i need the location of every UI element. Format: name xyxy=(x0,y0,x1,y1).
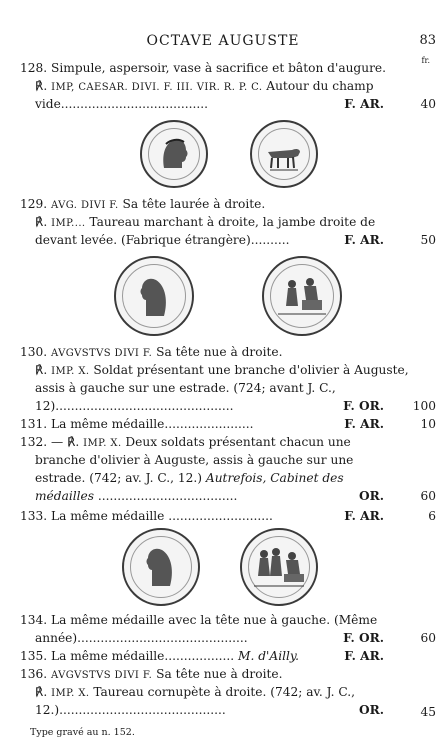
legend-text: IMP. X. xyxy=(51,688,90,699)
coin-130-reverse xyxy=(262,256,342,336)
entry-134-line-2: année)............................................ xyxy=(35,631,248,645)
entry-136-grade: OR. xyxy=(359,703,384,717)
description-text: Sa tête laurée à droite. xyxy=(118,197,266,211)
entry-132-line-4 xyxy=(35,488,325,504)
description-text: 135. La même médaille.................. xyxy=(20,649,239,663)
description-text: Deux soldats présentant chacun une xyxy=(121,435,351,449)
footnote: Type gravé au n. 152. xyxy=(30,727,135,738)
entry-136-line-3: 12.)........................................... xyxy=(35,703,226,717)
entry-129-line-2 xyxy=(35,214,408,232)
entry-129-grade: F. AR. xyxy=(344,233,384,247)
description-text: Taureau marchant à droite, la jambe droite de xyxy=(85,215,376,229)
description-text: Autour du champ xyxy=(262,79,374,93)
description-text: Sa tête nue à droite. xyxy=(152,345,283,359)
reverse-mark: ℟. xyxy=(35,685,48,699)
entry-128-line-3: vide...................................... xyxy=(35,97,209,111)
entry-128-line-2 xyxy=(35,78,408,96)
entry-129-line-3: devant levée. (Fabrique étrangère).......... xyxy=(35,233,290,247)
description-text: estrade. (742; av. J. C., 12.) xyxy=(35,471,206,485)
entry-136-price: 45 xyxy=(420,705,436,719)
entry-128-grade: F. AR. xyxy=(344,97,384,111)
coin-128-reverse xyxy=(250,120,318,188)
entry-136-line-2 xyxy=(35,684,408,702)
entry-134-price: 60 xyxy=(420,631,436,645)
reverse-mark: ℟. xyxy=(35,363,48,377)
entry-132-line-3 xyxy=(35,470,408,486)
entry-132-price: 60 xyxy=(420,489,436,503)
entry-130-price: 100 xyxy=(412,399,436,413)
entry-number: 132. — ℟. xyxy=(20,435,80,449)
coin-133-reverse xyxy=(240,528,318,606)
laureate-head-right-icon xyxy=(142,122,206,186)
head-left-icon xyxy=(116,258,192,334)
provenance-text: M. d'Ailly. xyxy=(238,649,300,663)
entry-130-grade: F. OR. xyxy=(343,399,384,413)
reverse-mark: ℟. xyxy=(35,79,48,93)
head-left-icon xyxy=(124,530,198,604)
entry-130-line-2 xyxy=(35,362,408,380)
entry-132-grade: OR. xyxy=(359,489,384,503)
reverse-mark: ℟. xyxy=(35,215,48,229)
seated-emperor-and-soldier-icon xyxy=(264,258,340,334)
page-header xyxy=(0,33,446,53)
entry-134-grade: F. OR. xyxy=(343,631,384,645)
legend-text: AVGVSTVS DIVI F. xyxy=(51,348,153,359)
entry-136-line-1 xyxy=(20,666,408,684)
entry-135-line-1 xyxy=(20,648,340,664)
two-soldiers-and-seated-emperor-icon xyxy=(242,530,316,604)
legend-text: IMP. X. xyxy=(51,366,90,377)
page-title: OCTAVE AUGUSTE xyxy=(146,33,300,49)
entry-131-line-1: 131. La même médaille....................... xyxy=(20,417,254,431)
entry-135-grade: F. AR. xyxy=(344,649,384,663)
entry-number: 130. xyxy=(20,345,48,359)
entry-131-price: 10 xyxy=(420,417,436,431)
legend-text: IMP.... xyxy=(51,218,86,229)
entry-131-grade: F. AR. xyxy=(344,417,384,431)
legend-text: IMP. X. xyxy=(83,438,122,449)
description-text: Taureau cornupète à droite. (742; av. J. C., xyxy=(89,685,355,699)
entry-128-price: 40 xyxy=(420,97,436,111)
entry-132-line-1 xyxy=(20,434,408,452)
entry-133-grade: F. AR. xyxy=(344,509,384,523)
coin-128-obverse xyxy=(140,120,208,188)
entry-133-line-1: 133. La même médaille ........................... xyxy=(20,509,273,523)
entry-number: 136. xyxy=(20,667,48,681)
description-text: Soldat présentant une branche d'olivier à Auguste, xyxy=(89,363,409,377)
legend-text: IMP, CAESAR. DIVI. F. III. VIR. R. P. C. xyxy=(51,82,263,93)
entry-130-line-1 xyxy=(20,344,408,362)
currency-unit: fr. xyxy=(421,56,430,65)
bull-icon xyxy=(252,122,316,186)
legend-text: AVGVSTVS DIVI F. xyxy=(51,670,153,681)
entry-132-line-2: branche d'olivier à Auguste, assis à gauche sur une xyxy=(35,453,354,467)
coin-130-obverse xyxy=(114,256,194,336)
dot-leader: .................................... xyxy=(94,489,238,503)
coin-133-obverse xyxy=(122,528,200,606)
description-text: Sa tête nue à droite. xyxy=(152,667,283,681)
provenance-text: Autrefois, Cabinet des xyxy=(205,471,344,485)
provenance-text: médailles xyxy=(35,489,94,503)
entry-133-price: 6 xyxy=(428,509,436,523)
page-number: 83 xyxy=(419,33,436,48)
entry-129-line-1 xyxy=(20,196,408,214)
entry-130-line-3: assis à gauche sur une estrade. (724; avant J. C., xyxy=(35,381,336,395)
entry-129-price: 50 xyxy=(420,233,436,247)
entry-134-line-1: 134. La même médaille avec la tête nue à gauche. (Même xyxy=(20,613,378,627)
entry-number: 129. xyxy=(20,197,48,211)
entry-130-line-4: 12).............................................. xyxy=(35,399,234,413)
legend-text: AVG. DIVI F. xyxy=(51,200,119,211)
entry-128-line-1: 128. Simpule, aspersoir, vase à sacrifice et bâton d'augure. xyxy=(20,61,386,75)
